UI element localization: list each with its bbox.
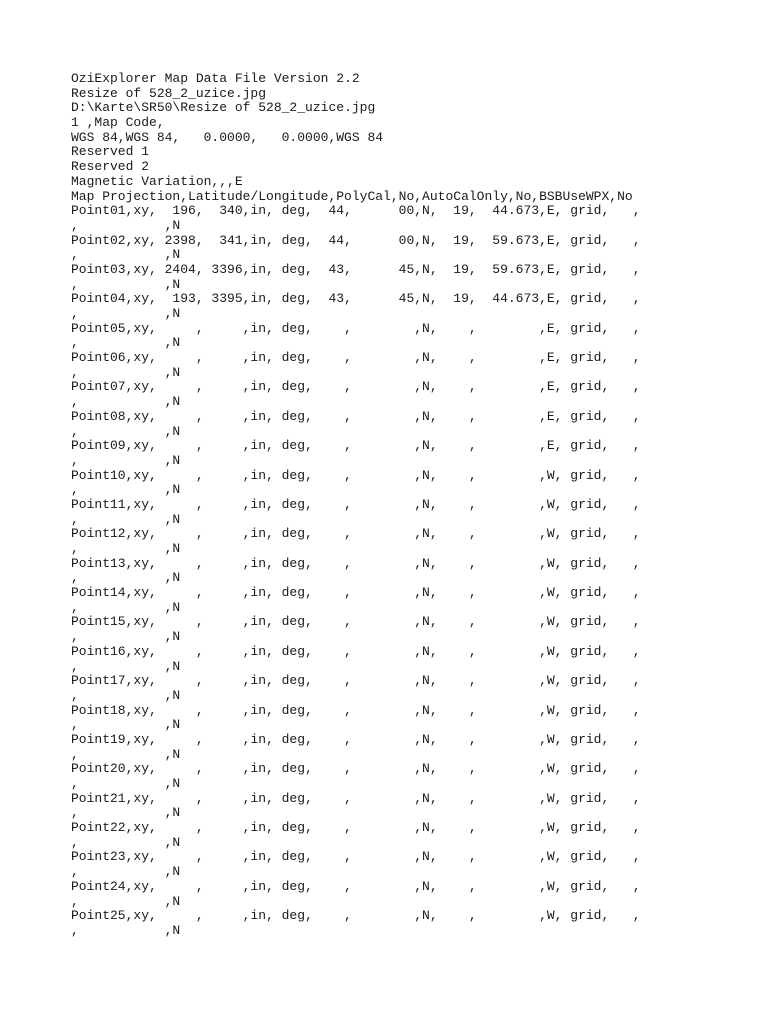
calibration-point-continuation: , ,N [71, 658, 181, 674]
text-line: Reserved 2 [71, 159, 150, 175]
calibration-point-continuation: , ,N [71, 306, 181, 321]
calibration-point-continuation: , ,N [71, 247, 181, 263]
calibration-point-line: Point04,xy, 193, 3395,in, deg, 43, 45,N, 19, 44.673,E, grid, , [71, 291, 641, 307]
calibration-point-continuation: , ,N [71, 776, 181, 791]
calibration-point-line: Point12,xy, , ,in, deg, , ,N, , ,W, grid, , [71, 526, 641, 542]
calibration-point-line: Point22,xy, , ,in, deg, , ,N, , ,W, grid, , [71, 820, 641, 836]
calibration-point-line: Point23,xy, , ,in, deg, , ,N, , ,W, grid, , [71, 849, 641, 865]
calibration-point-line: Point07,xy, , ,in, deg, , ,N, , ,E, grid, , [71, 379, 641, 395]
calibration-point-line: Point15,xy, , ,in, deg, , ,N, , ,W, grid, , [71, 614, 641, 630]
calibration-point-continuation: , ,N [71, 922, 181, 938]
calibration-point-line: Point19,xy, , ,in, deg, , ,N, , ,W, grid, , [71, 731, 641, 747]
calibration-point-continuation: , ,N [71, 541, 181, 556]
calibration-point-continuation: , ,N [71, 746, 181, 762]
file-header-line: OziExplorer Map Data File Version 2.2 [71, 71, 360, 86]
calibration-point-continuation: , ,N [71, 864, 181, 880]
calibration-point-line: Point03,xy, 2404, 3396,in, deg, 43, 45,N, 19, 59.673,E, grid, , [71, 261, 641, 277]
calibration-point-continuation: , ,N [71, 217, 181, 233]
calibration-point-line: Point09,xy, , ,in, deg, , ,N, , ,E, grid, , [71, 438, 641, 454]
calibration-point-line: Point02,xy, 2398, 341,in, deg, 44, 00,N, 19, 59.673,E, grid, , [71, 232, 641, 248]
calibration-point-continuation: , ,N [71, 629, 181, 645]
calibration-point-continuation: , ,N [71, 834, 181, 850]
calibration-point-line: Point16,xy, , ,in, deg, , ,N, , ,W, grid, , [71, 643, 641, 659]
calibration-point-line: Point06,xy, , ,in, deg, , ,N, , ,E, grid, , [71, 350, 641, 366]
calibration-point-continuation: , ,N [71, 717, 181, 733]
calibration-point-line: Point05,xy, , ,in, deg, , ,N, , ,E, grid, , [71, 320, 641, 336]
calibration-point-line: Point11,xy, , ,in, deg, , ,N, , ,W, grid, , [71, 496, 641, 512]
calibration-point-continuation: , ,N [71, 394, 181, 410]
calibration-point-continuation: , ,N [71, 599, 181, 615]
calibration-point-continuation: , ,N [71, 570, 181, 586]
calibration-point-line: Point01,xy, 196, 340,in, deg, 44, 00,N, 19, 44.673,E, grid, , [71, 203, 641, 219]
calibration-point-continuation: , ,N [71, 276, 181, 292]
calibration-point-continuation: , ,N [71, 452, 181, 468]
calibration-point-continuation: , ,N [71, 335, 181, 351]
calibration-point-continuation: , ,N [71, 364, 181, 380]
calibration-point-continuation: , ,N [71, 511, 181, 527]
text-line: Magnetic Variation,,,E [71, 173, 243, 189]
calibration-point-continuation: , ,N [71, 805, 181, 821]
calibration-point-line: Point13,xy, , ,in, deg, , ,N, , ,W, grid, , [71, 555, 641, 571]
calibration-point-line: Point21,xy, , ,in, deg, , ,N, , ,W, grid, , [71, 790, 641, 806]
calibration-point-continuation: , ,N [71, 687, 181, 703]
calibration-point-line: Point17,xy, , ,in, deg, , ,N, , ,W, grid, , [71, 673, 641, 689]
calibration-point-line: Point10,xy, , ,in, deg, , ,N, , ,W, grid, , [71, 467, 641, 483]
calibration-point-line: Point08,xy, , ,in, deg, , ,N, , ,E, grid, , [71, 408, 641, 424]
text-line: Resize of 528_2_uzice.jpg [71, 85, 267, 101]
map-data-file-text [71, 72, 641, 939]
text-line: D:\Karte\SR50\Resize of 528_2_uzice.jpg [71, 100, 376, 116]
calibration-point-line: Point14,xy, , ,in, deg, , ,N, , ,W, grid, , [71, 585, 641, 601]
calibration-point-line: Point25,xy, , ,in, deg, , ,N, , ,W, grid, , [71, 908, 641, 924]
text-line: WGS 84,WGS 84, 0.0000, 0.0000,WGS 84 [71, 129, 384, 145]
text-line: 1 ,Map Code, [71, 115, 165, 131]
calibration-point-line: Point24,xy, , ,in, deg, , ,N, , ,W, grid, , [71, 878, 641, 894]
text-line: Reserved 1 [71, 144, 150, 160]
calibration-point-continuation: , ,N [71, 423, 181, 439]
calibration-point-line: Point18,xy, , ,in, deg, , ,N, , ,W, grid, , [71, 702, 641, 718]
text-line: Map Projection,Latitude/Longitude,PolyCal,No,AutoCalOnly,No,BSBUseWPX,No [71, 188, 633, 204]
calibration-point-line: Point20,xy, , ,in, deg, , ,N, , ,W, grid, , [71, 761, 641, 777]
calibration-point-continuation: , ,N [71, 893, 181, 909]
calibration-point-continuation: , ,N [71, 482, 181, 498]
